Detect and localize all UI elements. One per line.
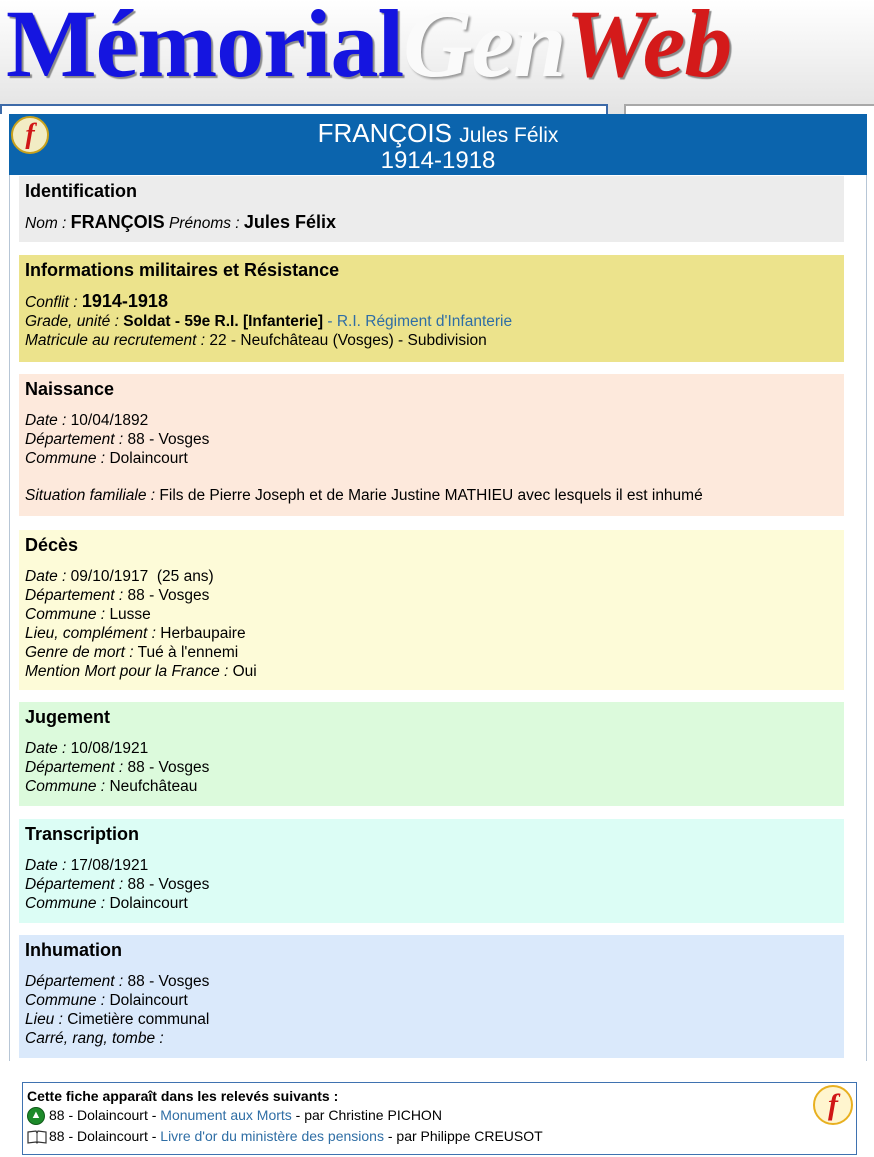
f-logo-icon[interactable]: f: [11, 116, 49, 154]
regiment-link[interactable]: - R.I. Régiment d'Infanterie: [327, 313, 513, 330]
mort-pour-la-france-value: Oui: [232, 663, 257, 680]
logo-text-gen: Gen: [403, 0, 566, 97]
field-label: Commune :: [25, 606, 106, 623]
field-label: Commune :: [25, 778, 106, 795]
death-commune-value: Lusse: [109, 606, 151, 623]
section-title: Identification: [25, 181, 137, 201]
judgment-commune-value: Neufchâteau: [109, 778, 198, 795]
record-surname: FRANÇOIS: [317, 118, 452, 148]
section-judgment: [19, 702, 844, 806]
releve-link-livre-or[interactable]: Livre d'or du ministère des pensions: [160, 1128, 384, 1144]
field-label: Carré, rang, tombe :: [25, 1030, 164, 1047]
section-title: Informations militaires et Résistance: [25, 260, 340, 280]
section-title: Naissance: [25, 379, 115, 399]
logo-text-web: Web: [565, 0, 732, 97]
transcription-commune-value: Dolaincourt: [109, 895, 188, 912]
family-situation-value: Fils de Pierre Joseph et de Marie Justine MATHIEU avec lesquels il est inhumé: [159, 487, 703, 504]
nav-tab[interactable]: [624, 104, 874, 114]
field-label: Date :: [25, 857, 67, 874]
field-label: Lieu, complément :: [25, 625, 156, 642]
releve-place: 88 - Dolaincourt -: [49, 1128, 157, 1144]
section-title: Transcription: [25, 824, 140, 844]
releve-place: 88 - Dolaincourt -: [49, 1107, 157, 1123]
releves-title: Cette fiche apparaît dans les relevés suivants :: [27, 1088, 339, 1104]
field-label: Date :: [25, 740, 67, 757]
section-burial: [19, 935, 844, 1058]
transcription-date-value: 17/08/1921: [70, 857, 149, 874]
section-military: [19, 255, 844, 362]
f-logo-icon[interactable]: f: [813, 1085, 853, 1125]
field-label: Département :: [25, 587, 124, 604]
releve-author: - par Christine PICHON: [295, 1107, 442, 1123]
field-label: Département :: [25, 973, 124, 990]
record-period: 1914-1918: [380, 147, 496, 174]
book-icon[interactable]: [27, 1130, 47, 1144]
grade-value: Soldat - 59e R.I. [Infanterie]: [123, 313, 324, 330]
transcription-department-value: 88 - Vosges: [127, 876, 210, 893]
death-date-value: 09/10/1917 (25 ans): [70, 568, 214, 585]
section-death: [19, 530, 844, 690]
field-label: Département :: [25, 431, 124, 448]
matricule-value: 22 - Neufchâteau (Vosges) - Subdivision: [209, 332, 487, 349]
surname-value: FRANÇOIS: [70, 212, 165, 232]
burial-place-value: Cimetière communal: [67, 1011, 210, 1028]
birth-commune-value: Dolaincourt: [109, 450, 188, 467]
field-label: Conflit :: [25, 294, 78, 311]
section-title: Décès: [25, 535, 79, 555]
conflict-value: 1914-1918: [81, 291, 168, 311]
field-label: Mention Mort pour la France :: [25, 663, 229, 680]
releve-item: [27, 1105, 852, 1126]
burial-department-value: 88 - Vosges: [127, 973, 210, 990]
releve-item: [27, 1126, 852, 1147]
site-logo[interactable]: [6, 0, 732, 97]
section-title: Jugement: [25, 707, 111, 727]
section-identification: [19, 176, 844, 242]
section-birth: [19, 374, 844, 516]
releve-link-monument[interactable]: Monument aux Morts: [160, 1107, 292, 1123]
releves-box: [22, 1082, 857, 1155]
judgment-department-value: 88 - Vosges: [127, 759, 210, 776]
site-banner: [0, 0, 874, 114]
death-place-value: Herbaupaire: [160, 625, 246, 642]
field-label: Département :: [25, 759, 124, 776]
death-department-value: 88 - Vosges: [127, 587, 210, 604]
monument-icon[interactable]: ▲: [27, 1107, 45, 1125]
field-label: Prénoms :: [168, 215, 240, 232]
judgment-date-value: 10/08/1921: [70, 740, 149, 757]
releve-author: - par Philippe CREUSOT: [387, 1128, 543, 1144]
field-label: Commune :: [25, 895, 106, 912]
logo-text-memorial: Mémorial: [6, 0, 404, 97]
field-label: Matricule au recrutement :: [25, 332, 206, 349]
death-type-value: Tué à l'ennemi: [137, 644, 239, 661]
record-header: [9, 114, 867, 175]
birth-department-value: 88 - Vosges: [127, 431, 210, 448]
field-label: Département :: [25, 876, 124, 893]
section-transcription: [19, 819, 844, 923]
field-label: Commune :: [25, 450, 106, 467]
record-given-names: Jules Félix: [459, 124, 559, 147]
field-label: Nom :: [25, 215, 67, 232]
field-label: Situation familiale :: [25, 487, 156, 504]
field-label: Genre de mort :: [25, 644, 134, 661]
section-title: Inhumation: [25, 940, 122, 960]
field-label: Date :: [25, 412, 67, 429]
field-label: Commune :: [25, 992, 106, 1009]
field-label: Lieu :: [25, 1011, 63, 1028]
field-label: Grade, unité :: [25, 313, 119, 330]
burial-commune-value: Dolaincourt: [109, 992, 188, 1009]
given-names-value: Jules Félix: [243, 212, 336, 232]
field-label: Date :: [25, 568, 67, 585]
nav-tab-active[interactable]: [0, 104, 608, 114]
birth-date-value: 10/04/1892: [70, 412, 149, 429]
